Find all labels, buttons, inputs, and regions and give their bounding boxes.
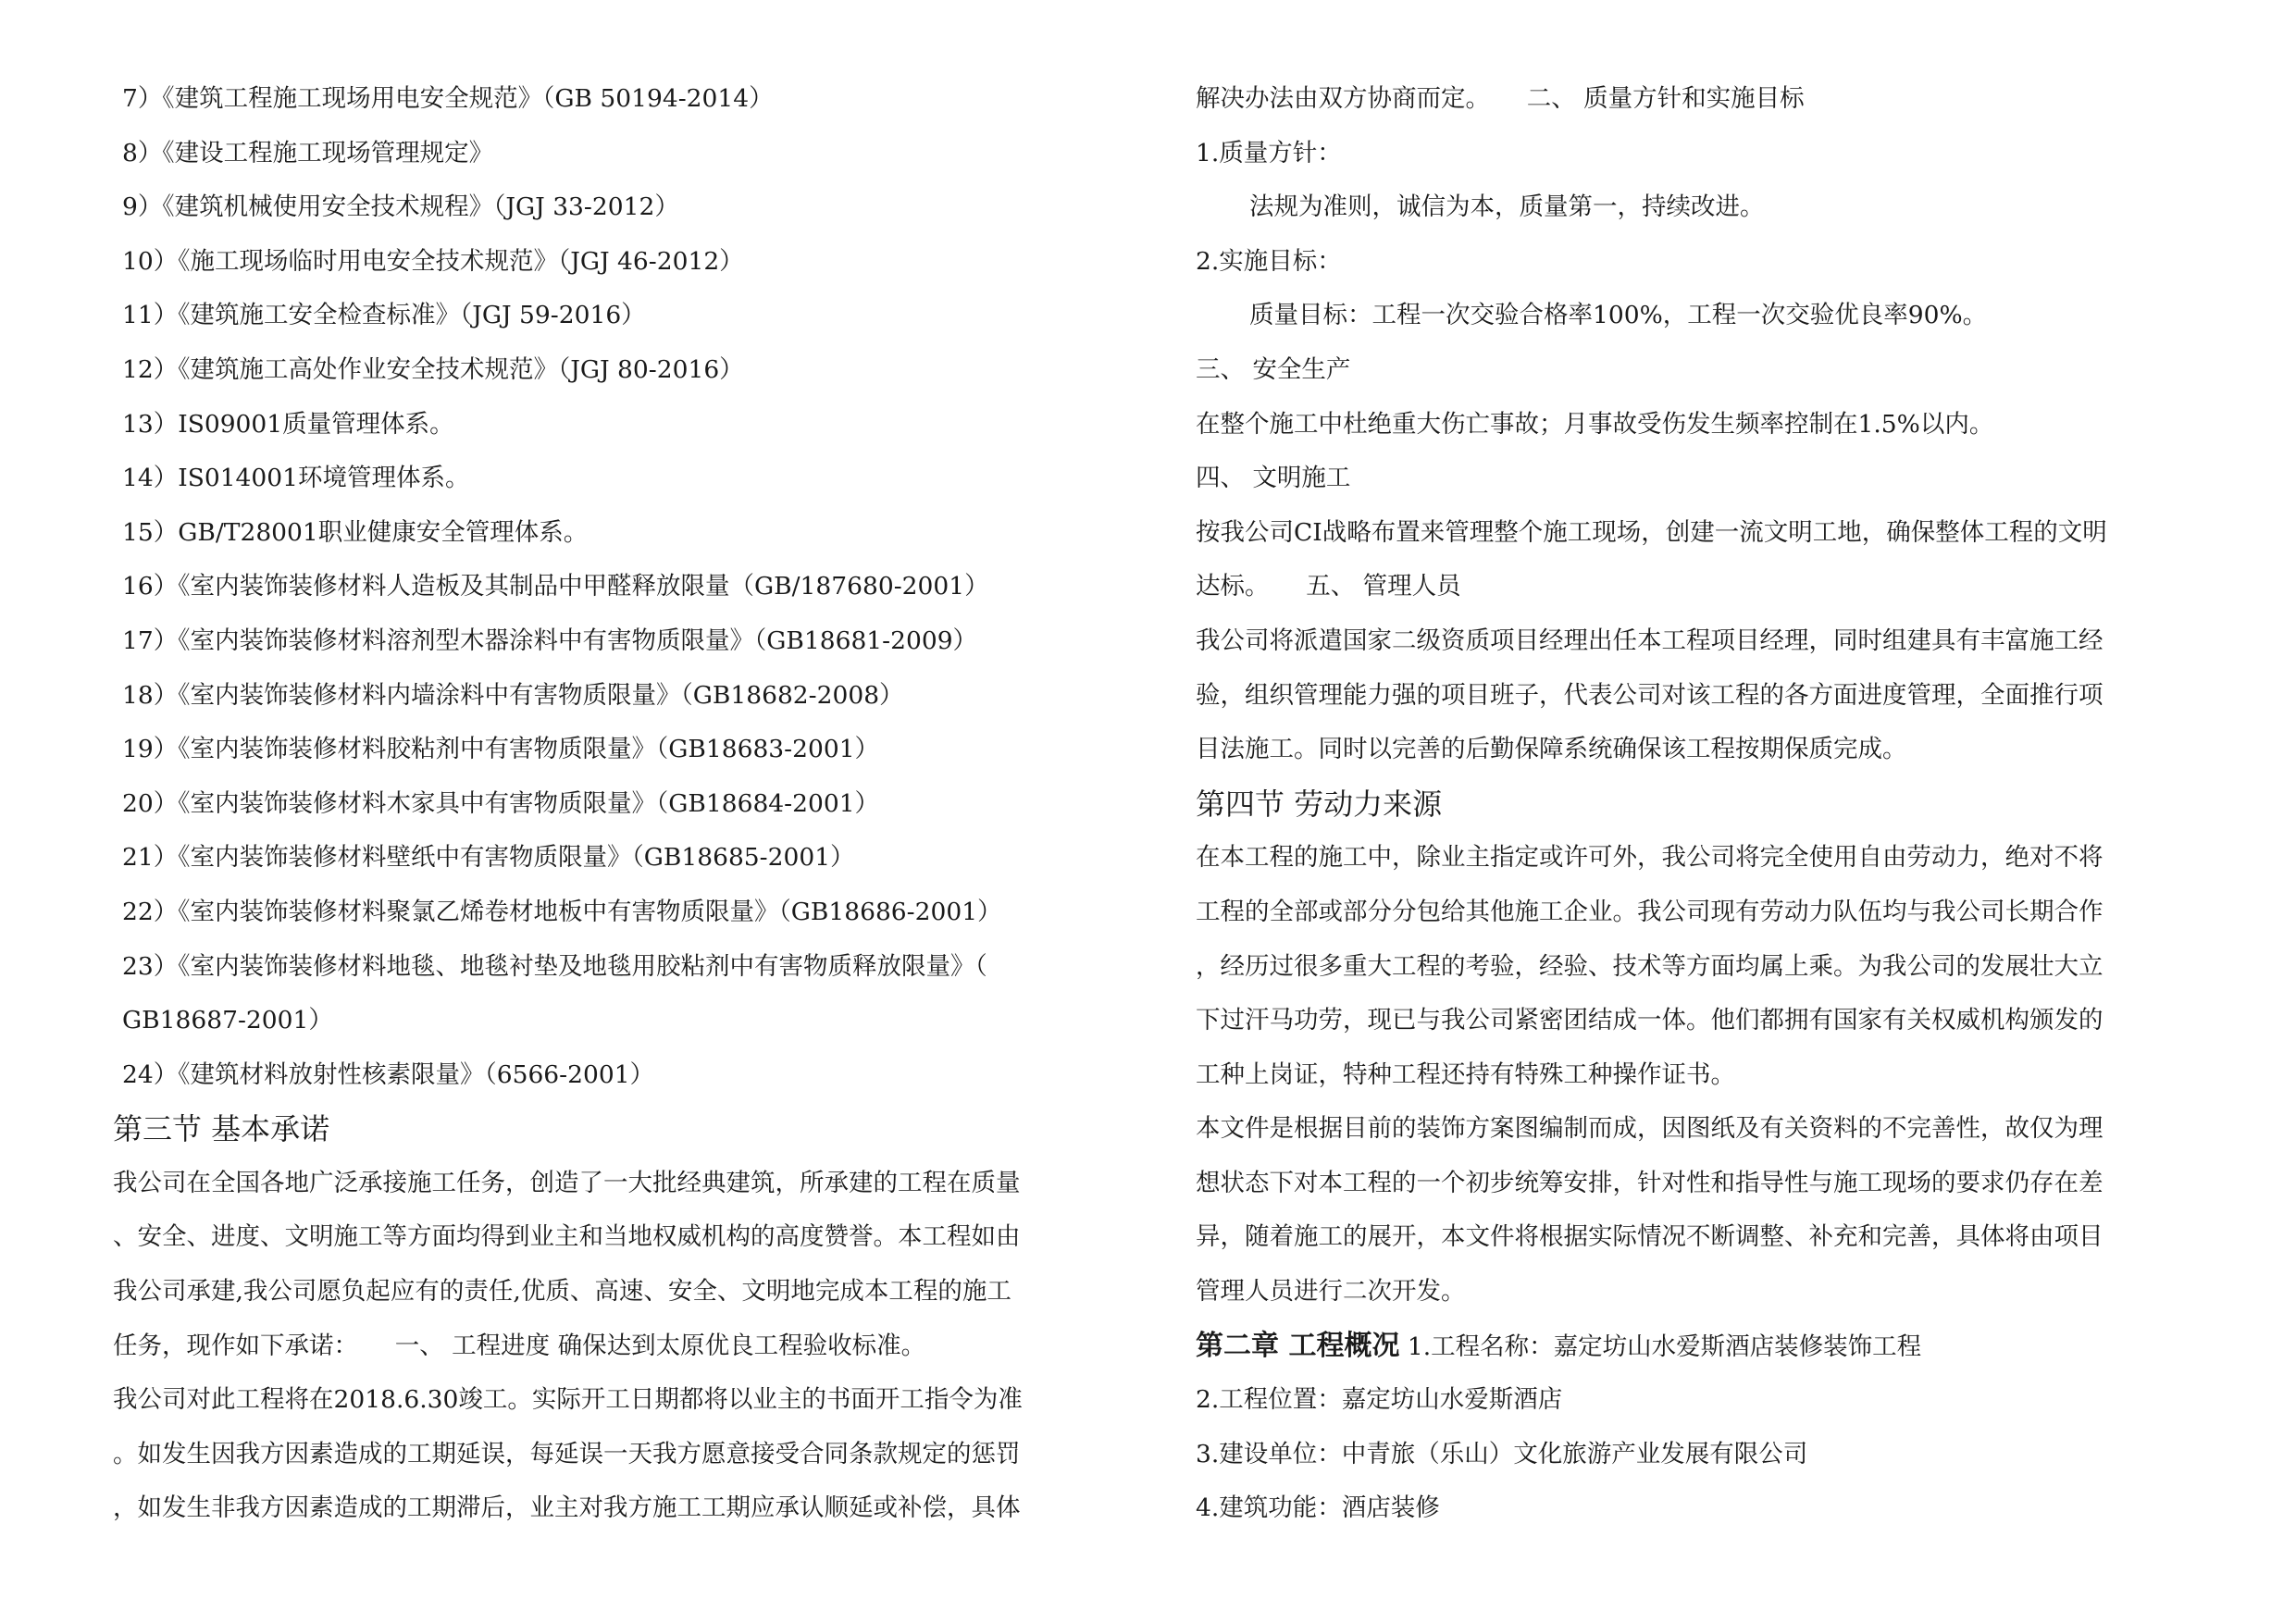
safety-text: 在整个施工中杜绝重大伤亡事故；月事故受伤发生频率控制在1.5%以内。 bbox=[1196, 409, 1994, 439]
paragraph-line: 任务，现作如下承诺： 一、 工程进度 确保达到太原优良工程验收标准。 bbox=[113, 1331, 926, 1360]
reference-item: 17）《室内装饰装修材料溶剂型木器涂料中有害物质限量》（GB18681-2009） bbox=[122, 626, 978, 655]
reference-item: 16）《室内装饰装修材料人造板及其制品中甲醛释放限量（GB/187680-2001） bbox=[122, 572, 989, 601]
reference-item: 11）《建筑施工安全检查标准》（JGJ 59-2016） bbox=[122, 301, 646, 330]
target-label: 2.实施目标： bbox=[1196, 246, 1342, 276]
paragraph-line: 工程的全部或部分分包给其他施工企业。我公司现有劳动力队伍均与我公司长期合作 bbox=[1196, 897, 2104, 926]
paragraph-line: 本文件是根据目前的装饰方案图编制而成，因图纸及有关资料的不完善性，故仅为理 bbox=[1196, 1114, 2104, 1144]
building-function: 4.建筑功能：酒店装修 bbox=[1196, 1493, 1440, 1523]
paragraph-line: 解决办法由双方协商而定。 二、 质量方针和实施目标 bbox=[1196, 84, 1805, 113]
reference-item: 14）IS014001环境管理体系。 bbox=[122, 464, 470, 493]
paragraph-line: 想状态下对本工程的一个初步统筹安排，针对性和指导性与施工现场的要求仍存在差 bbox=[1196, 1168, 2104, 1197]
paragraph-line: ，如发生非我方因素造成的工期滞后，业主对我方施工工期应承认顺延或补偿，具体 bbox=[113, 1493, 1021, 1523]
chapter-2-line bbox=[1196, 1319, 2204, 1374]
right-column bbox=[1196, 72, 2204, 1536]
quality-policy-label: 1.质量方针： bbox=[1196, 138, 1342, 167]
reference-item: 9）《建筑机械使用安全技术规程》（JGJ 33-2012） bbox=[122, 192, 679, 222]
reference-item: 10）《施工现场临时用电安全技术规范》（JGJ 46-2012） bbox=[122, 246, 744, 276]
paragraph-line: ，经历过很多重大工程的考验，经验、技术等方面均属上乘。为我公司的发展壮大立 bbox=[1196, 951, 2104, 981]
paragraph-line: 下过汗马功劳，现已与我公司紧密团结成一体。他们都拥有国家有关权威机构颁发的 bbox=[1196, 1006, 2104, 1035]
reference-item-24: 24）《建筑材料放射性核素限量》（6566-2001） bbox=[122, 1059, 655, 1089]
paragraph-line: 按我公司CI战略布置来管理整个施工现场，创建一流文明工地，确保整体工程的文明 bbox=[1196, 517, 2107, 547]
quality-policy-text: 法规为准则，诚信为本，质量第一，持续改进。 bbox=[1249, 192, 1765, 222]
reference-item: 21）《室内装饰装修材料壁纸中有害物质限量》（GB18685-2001） bbox=[122, 843, 855, 873]
reference-item: 18）《室内装饰装修材料内墙涂料中有害物质限量》（GB18682-2008） bbox=[122, 680, 904, 710]
paragraph-line: 验，组织管理能力强的项目班子，代表公司对该工程的各方面进度管理，全面推行项 bbox=[1196, 680, 2104, 710]
paragraph-line: 管理人员进行二次开发。 bbox=[1196, 1277, 1466, 1307]
section-3-title: 第三节 基本承诺 bbox=[113, 1111, 330, 1147]
safety-heading: 三、 安全生产 bbox=[1196, 354, 1351, 384]
civilized-heading: 四、 文明施工 bbox=[1196, 464, 1351, 493]
reference-item: 12）《建筑施工高处作业安全技术规范》（JGJ 80-2016） bbox=[122, 354, 744, 384]
reference-item: 20）《室内装饰装修材料木家具中有害物质限量》（GB18684-2001） bbox=[122, 788, 880, 818]
paragraph-line: 我公司将派遣国家二级资质项目经理出任本工程项目经理，同时组建具有丰富施工经 bbox=[1196, 626, 2104, 655]
paragraph-line: 。如发生因我方因素造成的工期延误，每延误一天我方愿意接受合同条款规定的惩罚 bbox=[113, 1439, 1021, 1468]
paragraph-line: 异，随着施工的展开，本文件将根据实际情况不断调整、补充和完善，具体将由项目 bbox=[1196, 1222, 2104, 1252]
paragraph-line: 我公司承建,我公司愿负起应有的责任,优质、高速、安全、文明地完成本工程的施工 bbox=[113, 1277, 1011, 1307]
project-location: 2.工程位置：嘉定坊山水爱斯酒店 bbox=[1196, 1385, 1563, 1415]
left-column bbox=[113, 72, 1122, 1536]
reference-item: 15）GB/T28001职业健康安全管理体系。 bbox=[122, 517, 589, 547]
construction-unit: 3.建设单位：中青旅（乐山）文化旅游产业发展有限公司 bbox=[1196, 1439, 1808, 1468]
reference-item: 8）《建设工程施工现场管理规定》 bbox=[122, 138, 494, 167]
reference-item-23-continued: GB18687-2001） bbox=[122, 1006, 333, 1035]
reference-item: 22）《室内装饰装修材料聚氯乙烯卷材地板中有害物质限量》（GB18686-2001） bbox=[122, 897, 1002, 926]
paragraph-line: 在本工程的施工中，除业主指定或许可外，我公司将完全使用自由劳动力，绝对不将 bbox=[1196, 843, 2104, 873]
reference-item-23: 23）《室内装饰装修材料地毯、地毯衬垫及地毯用胶粘剂中有害物质释放限量》（ bbox=[122, 951, 987, 981]
section-4-title: 第四节 劳动力来源 bbox=[1196, 786, 1443, 822]
paragraph-line: 目法施工。同时以完善的后勤保障系统确保该工程按期保质完成。 bbox=[1196, 735, 1907, 764]
project-name: 1.工程名称：嘉定坊山水爱斯酒店装修装饰工程 bbox=[1399, 1332, 1922, 1361]
paragraph-line: 我公司在全国各地广泛承接施工任务，创造了一大批经典建筑，所承建的工程在质量 bbox=[113, 1168, 1021, 1197]
paragraph-line: 工种上岗证，特种工程还持有特殊工种操作证书。 bbox=[1196, 1059, 1735, 1089]
paragraph-line: 、安全、进度、文明施工等方面均得到业主和当地权威机构的高度赞誉。本工程如由 bbox=[113, 1222, 1021, 1252]
paragraph-line: 达标。 五、 管理人员 bbox=[1196, 572, 1461, 601]
reference-item: 7）《建筑工程施工现场用电安全规范》（GB 50194-2014） bbox=[122, 84, 774, 113]
target-text: 质量目标：工程一次交验合格率100%，工程一次交验优良率90%。 bbox=[1249, 301, 1988, 330]
paragraph-line: 我公司对此工程将在2018.6.30竣工。实际开工日期都将以业主的书面开工指令为准 bbox=[113, 1385, 1023, 1415]
reference-item: 19）《室内装饰装修材料胶粘剂中有害物质限量》（GB18683-2001） bbox=[122, 735, 880, 764]
reference-item: 13）IS09001质量管理体系。 bbox=[122, 409, 454, 439]
chapter-2-title: 第二章 工程概况 bbox=[1196, 1329, 1400, 1362]
